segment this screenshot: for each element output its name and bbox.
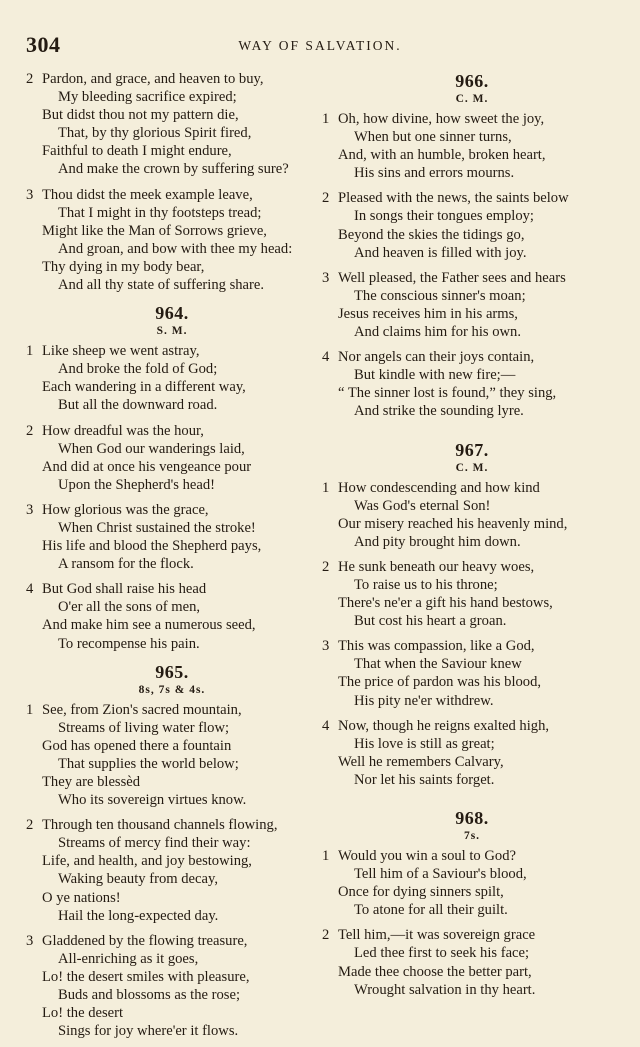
- verse-number: 2: [322, 927, 330, 944]
- verse-line: They are blessèd: [42, 774, 141, 790]
- verse-line: 1 Oh, how divine, how sweet the joy,: [322, 111, 545, 127]
- verse-line: Streams of mercy find their way:: [58, 835, 251, 852]
- verse-number: 3: [26, 501, 34, 518]
- verse-line: To atone for all their guilt.: [354, 902, 508, 919]
- verse: [26, 342, 318, 414]
- verse-number: 4: [322, 349, 330, 366]
- verse-line: And did at once his vengeance pour: [42, 458, 252, 475]
- hymn: [322, 807, 622, 999]
- verse-line: The conscious sinner's moan;: [354, 287, 526, 304]
- hymn-number: 964.: [155, 303, 189, 324]
- verse: [26, 580, 318, 652]
- verse-line: That supplies the world below;: [58, 755, 239, 772]
- verse: [322, 847, 622, 919]
- verse-line: Faithful to death I might endure,: [42, 143, 232, 160]
- verse-line: 1 Like sheep we went astray,: [26, 343, 200, 360]
- running-head: WAY OF SALVATION.: [238, 38, 402, 53]
- verse-line: When Christ sustained the stroke!: [58, 519, 256, 536]
- verse-line: Who its sovereign virtues know.: [58, 792, 247, 809]
- verse-line: Led thee first to seek his face;: [354, 945, 530, 962]
- verse-line: O'er all the sons of men,: [58, 599, 201, 616]
- verse-line: His love is still as great;: [354, 735, 495, 752]
- verse-line: To raise us to his throne;: [354, 576, 498, 593]
- hymn: [322, 70, 622, 421]
- verse: [26, 422, 318, 494]
- verse-number: 2: [322, 558, 330, 575]
- verse-line: O ye nations!: [42, 889, 121, 906]
- hymn-number: 968.: [455, 808, 489, 828]
- verse-line: 3 How glorious was the grace,: [26, 501, 209, 518]
- verse-line: Buds and blossoms as the rose;: [58, 987, 241, 1004]
- verse-line: But kindle with new fire;—: [354, 367, 516, 384]
- verse-line: 3 This was compassion, like a God,: [322, 638, 535, 655]
- hymn: [26, 661, 318, 1041]
- hymn: [26, 70, 318, 294]
- verse: [322, 348, 622, 420]
- verse: [26, 501, 318, 573]
- verse-line: 1 How condescending and how kind: [322, 479, 540, 496]
- verse-line: All-enriching as it goes,: [58, 950, 199, 967]
- hymn-meter: C. M.: [455, 93, 489, 105]
- verse-line: 3 Well pleased, the Father sees and hears: [322, 269, 566, 286]
- verse-line: Tell him of a Saviour's blood,: [354, 866, 527, 883]
- verse-line: Lo! the desert: [42, 1005, 124, 1022]
- verse-line: 2 Through ten thousand channels flowing,: [26, 817, 278, 834]
- verse-line: God has opened there a fountain: [42, 737, 232, 754]
- verse-number: 4: [26, 581, 34, 598]
- verse-line: 2 How dreadful was the hour,: [26, 422, 204, 439]
- verse-line: Made thee choose the better part,: [338, 963, 532, 980]
- verse-line: In songs their tongues employ;: [354, 208, 534, 225]
- hymn-meter: S. M.: [156, 325, 188, 338]
- verse-line: 1 See, from Zion's sacred mountain,: [26, 701, 242, 718]
- verse-line: His pity ne'er withdrew.: [354, 692, 494, 709]
- verse-line: That, by thy glorious Spirit fired,: [58, 125, 252, 142]
- verse-line: And make him see a numerous seed,: [42, 617, 256, 634]
- verse-line: His life and blood the Shepherd pays,: [42, 538, 262, 555]
- verse-line: Was God's eternal Son!: [354, 497, 491, 514]
- verse-line: Sings for joy where'er it flows.: [58, 1023, 239, 1040]
- verse-line: Once for dying sinners spilt,: [338, 884, 504, 901]
- verse: [322, 189, 622, 261]
- verse: [322, 110, 622, 182]
- verse-line: The price of pardon was his blood,: [338, 674, 542, 691]
- verse-line: Each wandering in a different way,: [42, 379, 246, 396]
- verse-number: 2: [322, 190, 330, 207]
- hymn-meter: 7s.: [463, 830, 481, 842]
- verse-number: 1: [322, 111, 330, 127]
- verse: [322, 637, 622, 709]
- verse-line: Thy dying in my body bear,: [42, 258, 205, 275]
- verse-line: Life, and health, and joy bestowing,: [42, 853, 252, 870]
- hymn-meter: 8s, 7s & 4s.: [138, 683, 206, 696]
- verse-line: Wrought salvation in thy heart.: [354, 981, 536, 998]
- verse-line: 2 He sunk beneath our heavy woes,: [322, 558, 535, 575]
- verse-number: 1: [322, 479, 330, 496]
- verse-line: To recompense his pain.: [58, 635, 200, 652]
- verse-line: And all thy state of suffering share.: [58, 277, 265, 294]
- verse: [26, 816, 318, 925]
- verse: [26, 70, 318, 179]
- right-column: [322, 70, 622, 1006]
- verse-line: 4 Nor angels can their joys contain,: [322, 349, 535, 366]
- verse-line: 2 Tell him,—it was sovereign grace: [322, 927, 536, 944]
- verse-line: Upon the Shepherd's head!: [58, 476, 216, 493]
- verse-line: Beyond the skies the tidings go,: [338, 226, 525, 243]
- verse: [26, 186, 318, 295]
- verse-line: When but one sinner turns,: [354, 129, 512, 146]
- verse-line: That I might in thy footsteps tread;: [58, 204, 262, 221]
- verse-line: Lo! the desert smiles with pleasure,: [42, 968, 250, 985]
- verse-line: Jesus receives him in his arms,: [338, 305, 518, 322]
- verse-line: 3 Gladdened by the flowing treasure,: [26, 932, 248, 949]
- verse-line: When God our wanderings laid,: [58, 440, 245, 457]
- verse-number: 4: [322, 717, 330, 734]
- verse-line: Our misery reached his heavenly mind,: [338, 515, 568, 532]
- verse-line: But didst thou not my pattern die,: [42, 107, 239, 124]
- verse-line: My bleeding sacrifice expired;: [58, 89, 237, 106]
- verse-number: 2: [26, 817, 34, 834]
- hymn-number: 965.: [155, 661, 189, 682]
- verse-line: But cost his heart a groan.: [354, 613, 507, 630]
- verse-line: Hail the long-expected day.: [58, 907, 219, 924]
- hymn: [26, 302, 318, 653]
- verse-line: 2 Pardon, and grace, and heaven to buy,: [26, 71, 264, 87]
- verse-number: 2: [26, 422, 34, 439]
- verse-line: 2 Pleased with the news, the saints below: [322, 190, 569, 207]
- verse-line: And broke the fold of God;: [58, 361, 218, 378]
- verse-line: And pity brought him down.: [354, 533, 521, 550]
- verse-number: 2: [26, 71, 34, 87]
- verse-number: 3: [26, 932, 34, 949]
- verse-line: Nor let his saints forget.: [354, 771, 495, 788]
- verse: [322, 717, 622, 789]
- verse-line: And groan, and bow with thee my head:: [58, 240, 293, 257]
- verse: [322, 558, 622, 630]
- verse-line: But all the downward road.: [58, 397, 218, 414]
- verse-line: 4 Now, though he reigns exalted high,: [322, 717, 550, 734]
- verse-line: And strike the sounding lyre.: [354, 403, 524, 420]
- verse-number: 3: [26, 186, 34, 203]
- verse-line: And heaven is filled with joy.: [354, 244, 527, 261]
- hymn-number: 967.: [455, 439, 489, 460]
- verse-number: 1: [26, 701, 34, 718]
- verse-line: 3 Thou didst the meek example leave,: [26, 186, 253, 203]
- verse-line: His sins and errors mourns.: [354, 165, 515, 182]
- hymn: [322, 439, 622, 790]
- verse-number: 1: [26, 343, 34, 360]
- verse: [322, 479, 622, 551]
- verse-number: 1: [322, 848, 330, 864]
- verse-number: 3: [322, 638, 330, 655]
- verse-line: Well he remembers Calvary,: [338, 753, 504, 770]
- page-number: 304: [26, 32, 61, 57]
- verse: [26, 932, 318, 1041]
- verse-line: 1 Would you win a soul to God?: [322, 848, 516, 864]
- hymn-number: 966.: [455, 71, 489, 91]
- verse-line: And, with an humble, broken heart,: [338, 147, 546, 164]
- verse-line: That when the Saviour knew: [354, 656, 522, 673]
- verse: [26, 701, 318, 810]
- verse-line: A ransom for the flock.: [58, 556, 194, 573]
- verse-line: Might like the Man of Sorrows grieve,: [42, 222, 267, 239]
- verse-line: And make the crown by suffering sure?: [58, 161, 289, 178]
- verse-line: 4 But God shall raise his head: [26, 581, 207, 598]
- verse: [322, 269, 622, 341]
- hymn-meter: C. M.: [455, 461, 489, 474]
- verse-line: And claims him for his own.: [354, 324, 522, 341]
- verse-number: 3: [322, 269, 330, 286]
- verse-line: Waking beauty from decay,: [58, 871, 218, 888]
- verse-line: Streams of living water flow;: [58, 719, 230, 736]
- left-column: [26, 70, 318, 1047]
- verse-line: “ The sinner lost is found,” they sing,: [338, 385, 557, 402]
- verse-line: There's ne'er a gift his hand bestows,: [338, 595, 553, 612]
- verse: [322, 926, 622, 998]
